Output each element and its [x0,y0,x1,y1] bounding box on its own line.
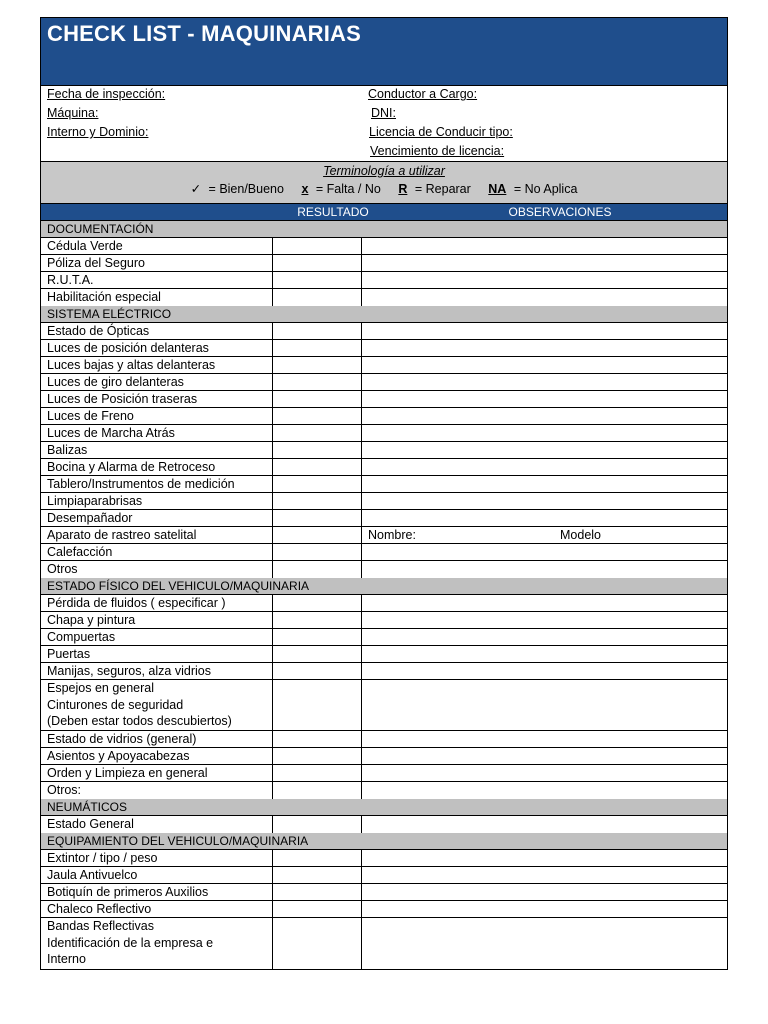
item-label: Estado General [41,816,273,833]
legend-bien: = Bien/Bueno [208,182,284,196]
item-label: Estado de Ópticas [41,323,273,339]
resultado-cell[interactable] [273,884,362,900]
licencia-label: Licencia de Conducir tipo: [369,125,513,139]
resultado-cell[interactable] [273,918,362,935]
resultado-cell[interactable] [273,731,362,747]
item-label: Espejos en general [41,680,273,697]
item-label: Balizas [41,442,273,458]
checklist-row [41,731,727,748]
resultado-cell[interactable] [273,459,362,475]
page-title: CHECK LIST - MAQUINARIAS [47,21,362,46]
resultado-cell[interactable] [273,510,362,526]
item-label: Desempañador [41,510,273,526]
item-label-line: Cinturones de seguridad [47,698,184,712]
observaciones-cell[interactable] [362,272,727,288]
checklist-row [41,697,727,731]
item-label: Extintor / tipo / peso [41,850,273,866]
checklist-row [41,238,727,255]
observaciones-cell[interactable] [362,289,727,306]
observaciones-cell[interactable] [362,493,727,509]
checklist-row [41,680,727,697]
vencimiento-label: Vencimiento de licencia: [370,144,505,158]
section-neumaticos: NEUMÁTICOS [41,799,727,816]
maquina-label: Máquina: [47,106,99,120]
resultado-cell[interactable] [273,493,362,509]
terminology-title: Terminología a utilizar [323,164,445,178]
item-label-line: Identificación de la empresa e [47,936,214,950]
resultado-cell[interactable] [273,238,362,254]
resultado-cell[interactable] [273,646,362,662]
checklist-row [41,850,727,867]
item-label: Bandas Reflectivas [41,918,273,935]
checklist-row [41,323,727,340]
observaciones-cell[interactable] [362,612,727,628]
checklist-row [41,782,727,799]
check-icon: ✓ [190,182,202,196]
item-label: Póliza del Seguro [41,255,273,271]
observaciones-cell[interactable] [362,510,727,526]
observaciones-cell[interactable] [362,459,727,475]
title-bar [41,18,727,86]
item-label: Luces bajas y altas delanteras [41,357,273,373]
item-label: Pérdida de fluidos ( especificar ) [41,595,273,611]
observaciones-cell[interactable] [362,884,727,900]
observaciones-cell[interactable] [362,697,727,730]
section-fisico: ESTADO FÍSICO DEL VEHICULO/MAQUINARIA [41,578,727,595]
checklist-row [41,867,727,884]
observaciones-cell[interactable] [362,357,727,373]
item-label: Luces de Marcha Atrás [41,425,273,441]
checklist-row [41,884,727,901]
observaciones-cell[interactable] [362,323,727,339]
resultado-cell[interactable] [273,374,362,390]
item-label: Luces de Freno [41,408,273,424]
legend-r-key: R [398,182,408,196]
checklist-row [41,442,727,459]
item-label: Otros: [41,782,273,799]
observaciones-cell[interactable] [362,901,727,917]
observaciones-cell[interactable] [362,867,727,883]
resultado-cell[interactable] [273,544,362,560]
observaciones-cell[interactable] [362,442,727,458]
observaciones-cell[interactable] [362,629,727,645]
item-label: Estado de vidrios (general) [41,731,273,747]
observaciones-cell[interactable] [362,731,727,747]
item-label: Puertas [41,646,273,662]
resultado-cell[interactable] [273,527,362,543]
section-equipamiento: EQUIPAMIENTO DEL VEHICULO/MAQUINARIA [41,833,727,850]
checklist-row [41,510,727,527]
item-label: Compuertas [41,629,273,645]
checklist-row [41,374,727,391]
resultado-cell[interactable] [273,680,362,697]
interno-label: Interno y Dominio: [47,125,149,139]
observaciones-cell[interactable] [362,374,727,390]
resultado-cell[interactable] [273,748,362,764]
section-electrico: SISTEMA ELÉCTRICO [41,306,727,323]
checklist-row [41,595,727,612]
resultado-cell[interactable] [273,561,362,578]
item-label: Botiquín de primeros Auxilios [41,884,273,900]
checklist-row [41,629,727,646]
checklist-row [41,646,727,663]
observaciones-cell[interactable] [362,646,727,662]
item-label: Jaula Antivuelco [41,867,273,883]
observaciones-cell[interactable] [362,544,727,560]
checklist-row [41,816,727,833]
resultado-cell[interactable] [273,323,362,339]
checklist-row [41,459,727,476]
item-label [41,697,273,730]
observaciones-cell[interactable] [362,748,727,764]
legend-r-label: = Reparar [414,182,471,196]
item-label: Bocina y Alarma de Retroceso [41,459,273,475]
legend-x-key: x [301,182,309,196]
item-label: Asientos y Apoyacabezas [41,748,273,764]
observaciones-cell[interactable] [362,408,727,424]
observaciones-cell[interactable] [362,850,727,866]
col-resultado: RESULTADO [297,205,369,219]
checklist-row [41,340,727,357]
checklist-row [41,289,727,306]
resultado-cell[interactable] [273,663,362,679]
observaciones-cell[interactable] [362,340,727,356]
observaciones-cell[interactable] [362,765,727,781]
column-header [41,204,727,221]
item-label: Otros [41,561,273,578]
resultado-cell[interactable] [273,357,362,373]
item-label: Calefacción [41,544,273,560]
checklist-row [41,357,727,374]
obs-nombre-label: Nombre: [368,528,416,542]
checklist-row [41,527,727,544]
observaciones-cell[interactable] [362,663,727,679]
item-label: Aparato de rastreo satelital [41,527,273,543]
inspection-info [41,86,727,162]
resultado-cell[interactable] [273,425,362,441]
checklist-row [41,663,727,680]
item-label: Luces de posición delanteras [41,340,273,356]
col-observaciones: OBSERVACIONES [508,205,612,219]
item-label: Chaleco Reflectivo [41,901,273,917]
observaciones-cell[interactable] [362,238,727,254]
item-label: Luces de giro delanteras [41,374,273,390]
item-label: Chapa y pintura [41,612,273,628]
observaciones-cell[interactable] [362,782,727,799]
checklist-row [41,748,727,765]
checklist-row [41,765,727,782]
resultado-cell[interactable] [273,391,362,407]
checklist-row [41,544,727,561]
obs-modelo-label: Modelo [560,528,601,542]
resultado-cell[interactable] [273,850,362,866]
resultado-cell[interactable] [273,697,362,730]
legend-na-label: = No Aplica [513,182,578,196]
checklist-row [41,561,727,578]
conductor-label: Conductor a Cargo: [368,87,478,101]
observaciones-cell[interactable] [362,935,727,969]
item-label: Tablero/Instrumentos de medición [41,476,273,492]
observaciones-cell[interactable] [362,425,727,441]
observaciones-cell[interactable] [362,527,727,543]
observaciones-cell[interactable] [362,476,727,492]
checklist-row [41,612,727,629]
checklist-row [41,493,727,510]
observaciones-cell[interactable] [362,816,727,833]
item-label: Manijas, seguros, alza vidrios [41,663,273,679]
item-label: Limpiaparabrisas [41,493,273,509]
checklist-row [41,918,727,935]
legend-na-key: NA [488,182,507,196]
item-label [41,935,273,969]
item-label: Luces de Posición traseras [41,391,273,407]
checklist-row [41,391,727,408]
checklist-row [41,408,727,425]
resultado-cell[interactable] [273,816,362,833]
fecha-label: Fecha de inspección: [47,87,166,101]
item-label: R.U.T.A. [41,272,273,288]
resultado-cell[interactable] [273,612,362,628]
checklist-row [41,935,727,969]
legend-x-label: = Falta / No [315,182,381,196]
resultado-cell[interactable] [273,595,362,611]
resultado-cell[interactable] [273,901,362,917]
observaciones-cell[interactable] [362,561,727,578]
dni-label: DNI: [371,106,396,120]
observaciones-cell[interactable] [362,918,727,935]
resultado-cell[interactable] [273,408,362,424]
checklist-row [41,901,727,918]
resultado-cell[interactable] [273,935,362,969]
observaciones-cell[interactable] [362,255,727,271]
resultado-cell[interactable] [273,255,362,271]
resultado-cell[interactable] [273,765,362,781]
checklist-sheet [40,17,728,970]
observaciones-cell[interactable] [362,680,727,697]
resultado-cell[interactable] [273,340,362,356]
checklist-row [41,476,727,493]
resultado-cell[interactable] [273,782,362,799]
observaciones-cell[interactable] [362,595,727,611]
resultado-cell[interactable] [273,867,362,883]
item-label-line: (Deben estar todos descubiertos) [47,714,232,728]
resultado-cell[interactable] [273,629,362,645]
resultado-cell[interactable] [273,272,362,288]
checklist-row [41,272,727,289]
item-label: Habilitación especial [41,289,273,306]
resultado-cell[interactable] [273,442,362,458]
item-label: Cédula Verde [41,238,273,254]
terminology-box [41,162,727,204]
checklist-row [41,255,727,272]
item-label: Orden y Limpieza en general [41,765,273,781]
terminology-legend [41,180,727,196]
resultado-cell[interactable] [273,289,362,306]
resultado-cell[interactable] [273,476,362,492]
checklist-row [41,425,727,442]
item-label-line: Interno [47,952,86,966]
section-documentacion: DOCUMENTACIÓN [41,221,727,238]
observaciones-cell[interactable] [362,391,727,407]
